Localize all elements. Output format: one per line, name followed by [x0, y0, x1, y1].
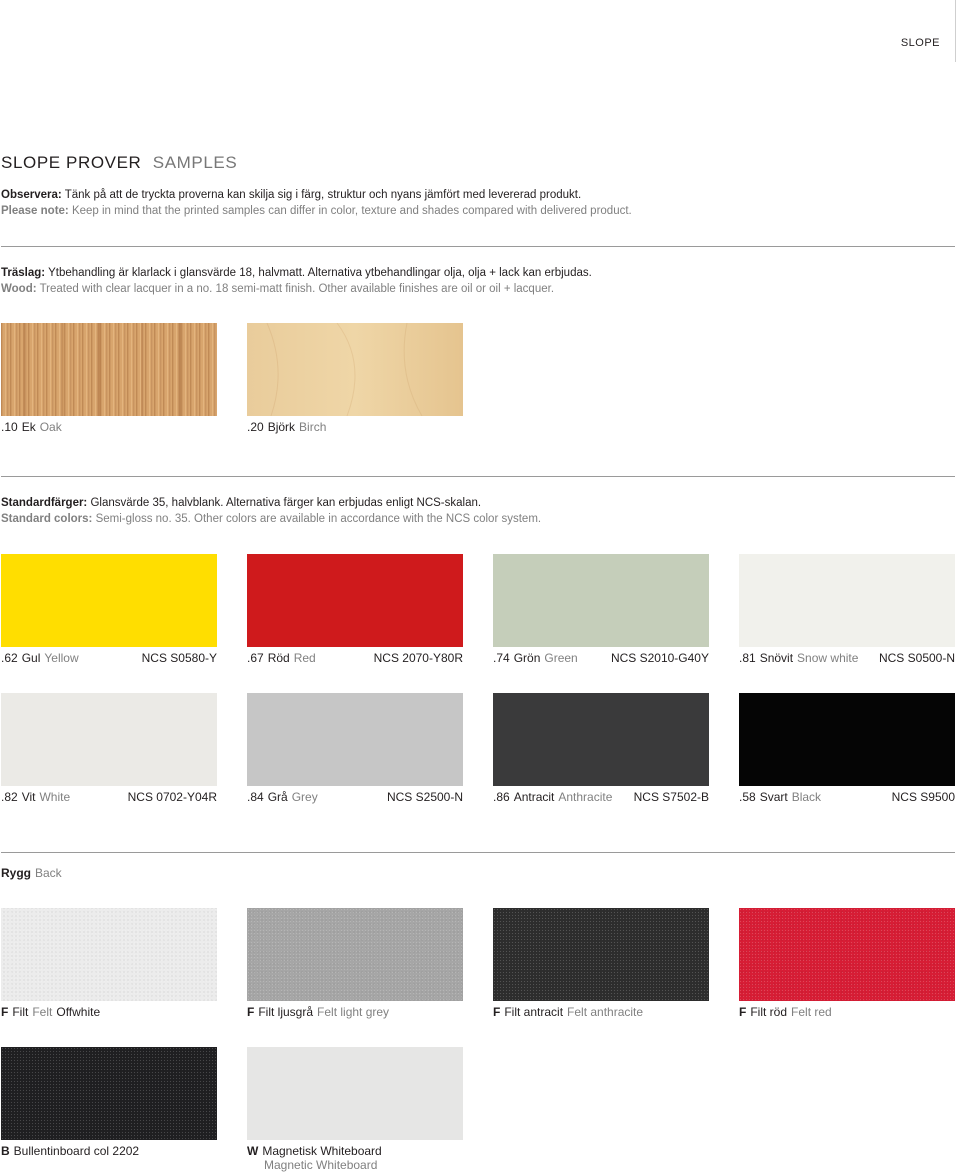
- felt-anthracite-en: Felt anthracite: [567, 1005, 644, 1019]
- whiteboard-code: W: [247, 1144, 259, 1158]
- label-felt-red: [739, 1005, 955, 1019]
- note-sv-text: Tänk på att de tryckta proverna kan skilja sig i färg, struktur och nyans jämfört med levererad produkt.: [64, 189, 582, 201]
- wood-spec-sv: [1, 267, 592, 279]
- snow-white-code: .81: [739, 651, 756, 665]
- label-magnetic-whiteboard: [247, 1144, 463, 1172]
- birch-en: Birch: [299, 420, 327, 434]
- label-yellow: [1, 651, 217, 665]
- felt-offwhite-code: F: [1, 1005, 9, 1019]
- white-ncs: NCS 0702-Y04R: [127, 790, 217, 804]
- green-en: Green: [544, 651, 578, 665]
- swatch-felt-light-grey: [247, 908, 463, 1001]
- note-sv-label: Observera:: [1, 189, 62, 201]
- yellow-ncs: NCS S0580-Y: [141, 651, 217, 665]
- divider-colors: [1, 476, 955, 477]
- white-en: White: [39, 790, 71, 804]
- black-ncs: NCS S9500: [891, 790, 955, 804]
- swatch-oak: [1, 323, 217, 416]
- wood-sv-label: Träslag:: [1, 267, 46, 279]
- grey-sv: Grå: [267, 790, 288, 804]
- swatch-felt-red: [739, 908, 955, 1001]
- grey-code: .84: [247, 790, 264, 804]
- snow-white-en: Snow white: [797, 651, 859, 665]
- swatch-white: [1, 693, 217, 786]
- divider-back: [1, 852, 955, 853]
- anthracite-en: Anthracite: [558, 790, 613, 804]
- back-sv: Rygg: [1, 866, 31, 880]
- felt-offwhite-extra: Offwhite: [56, 1005, 101, 1019]
- whiteboard-sv: Magnetisk Whiteboard: [262, 1144, 382, 1158]
- label-red: [247, 651, 463, 665]
- yellow-code: .62: [1, 651, 18, 665]
- swatch-bulletin-board: [1, 1047, 217, 1140]
- label-black: [739, 790, 955, 804]
- swatch-felt-anthracite: [493, 908, 709, 1001]
- wood-en-text: Treated with clear lacquer in a no. 18 semi-matt finish. Other available finishes are oil or oil + lacquer.: [39, 283, 555, 295]
- title-en: SAMPLES: [152, 153, 238, 172]
- bulletin-code: B: [1, 1144, 10, 1158]
- colors-sv-label: Standardfärger:: [1, 497, 88, 509]
- header-divider: [955, 0, 956, 62]
- colors-spec-sv: [1, 497, 481, 509]
- green-sv: Grön: [513, 651, 541, 665]
- felt-anthracite-code: F: [493, 1005, 501, 1019]
- felt-offwhite-sv: Filt: [12, 1005, 29, 1019]
- label-bulletin-board: [1, 1144, 217, 1158]
- red-sv: Röd: [267, 651, 290, 665]
- title-sv: SLOPE PROVER: [1, 153, 142, 172]
- note-en-label: Please note:: [1, 205, 69, 217]
- swatch-black: [739, 693, 955, 786]
- colors-en-label: Standard colors:: [1, 513, 93, 525]
- felt-red-sv: Filt röd: [750, 1005, 788, 1019]
- label-felt-offwhite: [1, 1005, 217, 1019]
- wood-spec-en: [1, 283, 554, 295]
- label-green: [493, 651, 709, 665]
- oak-code: .10: [1, 420, 18, 434]
- back-en: Back: [35, 866, 62, 880]
- red-en: Red: [293, 651, 316, 665]
- swatch-snow-white: [739, 554, 955, 647]
- label-grey: [247, 790, 463, 804]
- green-code: .74: [493, 651, 510, 665]
- swatch-felt-offwhite: [1, 908, 217, 1001]
- note-sv: [1, 189, 581, 201]
- birch-code: .20: [247, 420, 264, 434]
- grey-en: Grey: [291, 790, 318, 804]
- swatch-birch: [247, 323, 463, 416]
- oak-en: Oak: [39, 420, 62, 434]
- bulletin-sv: Bullentinboard col 2202: [13, 1144, 140, 1158]
- label-snow-white: [739, 651, 955, 665]
- page-title: [1, 153, 237, 173]
- label-birch: [247, 420, 463, 434]
- swatch-grey: [247, 693, 463, 786]
- yellow-sv: Gul: [21, 651, 41, 665]
- felt-light-grey-en: Felt light grey: [317, 1005, 390, 1019]
- swatch-anthracite: [493, 693, 709, 786]
- yellow-en: Yellow: [44, 651, 79, 665]
- colors-spec-en: [1, 513, 541, 525]
- anthracite-sv: Antracit: [513, 790, 555, 804]
- felt-anthracite-sv: Filt antracit: [504, 1005, 564, 1019]
- note-en-text: Keep in mind that the printed samples can differ in color, texture and shades compared with delivered product.: [71, 205, 632, 217]
- green-ncs: NCS S2010-G40Y: [610, 651, 709, 665]
- oak-sv: Ek: [21, 420, 36, 434]
- colors-sv-text: Glansvärde 35, halvblank. Alternativa färger kan erbjudas enligt NCS-skalan.: [90, 497, 482, 509]
- grey-ncs: NCS S2500-N: [386, 790, 463, 804]
- back-heading: [1, 866, 62, 880]
- black-code: .58: [739, 790, 756, 804]
- label-felt-light-grey: [247, 1005, 463, 1019]
- swatch-yellow: [1, 554, 217, 647]
- label-white: [1, 790, 217, 804]
- brand-name: SLOPE: [900, 37, 940, 49]
- colors-en-text: Semi-gloss no. 35. Other colors are available in accordance with the NCS color system.: [95, 513, 542, 525]
- snow-white-sv: Snövit: [759, 651, 794, 665]
- felt-offwhite-en: Felt: [32, 1005, 53, 1019]
- wood-sv-text: Ytbehandling är klarlack i glansvärde 18, halvmatt. Alternativa ytbehandlingar olja, olja + lack kan erbjudas.: [48, 267, 592, 279]
- whiteboard-en: Magnetic Whiteboard: [264, 1158, 378, 1172]
- felt-light-grey-code: F: [247, 1005, 255, 1019]
- label-oak: [1, 420, 217, 434]
- wood-en-label: Wood:: [1, 283, 37, 295]
- anthracite-code: .86: [493, 790, 510, 804]
- divider-wood: [1, 246, 955, 247]
- felt-light-grey-sv: Filt ljusgrå: [258, 1005, 314, 1019]
- swatch-magnetic-whiteboard: [247, 1047, 463, 1140]
- anthracite-ncs: NCS S7502-B: [633, 790, 709, 804]
- label-anthracite: [493, 790, 709, 804]
- note-en: [1, 205, 632, 217]
- birch-sv: Björk: [267, 420, 296, 434]
- felt-red-en: Felt red: [791, 1005, 832, 1019]
- red-code: .67: [247, 651, 264, 665]
- felt-red-code: F: [739, 1005, 747, 1019]
- black-en: Black: [791, 790, 822, 804]
- white-sv: Vit: [21, 790, 36, 804]
- black-sv: Svart: [759, 790, 788, 804]
- snow-white-ncs: NCS S0500-N: [878, 651, 955, 665]
- red-ncs: NCS 2070-Y80R: [373, 651, 463, 665]
- swatch-green: [493, 554, 709, 647]
- white-code: .82: [1, 790, 18, 804]
- label-felt-anthracite: [493, 1005, 709, 1019]
- swatch-red: [247, 554, 463, 647]
